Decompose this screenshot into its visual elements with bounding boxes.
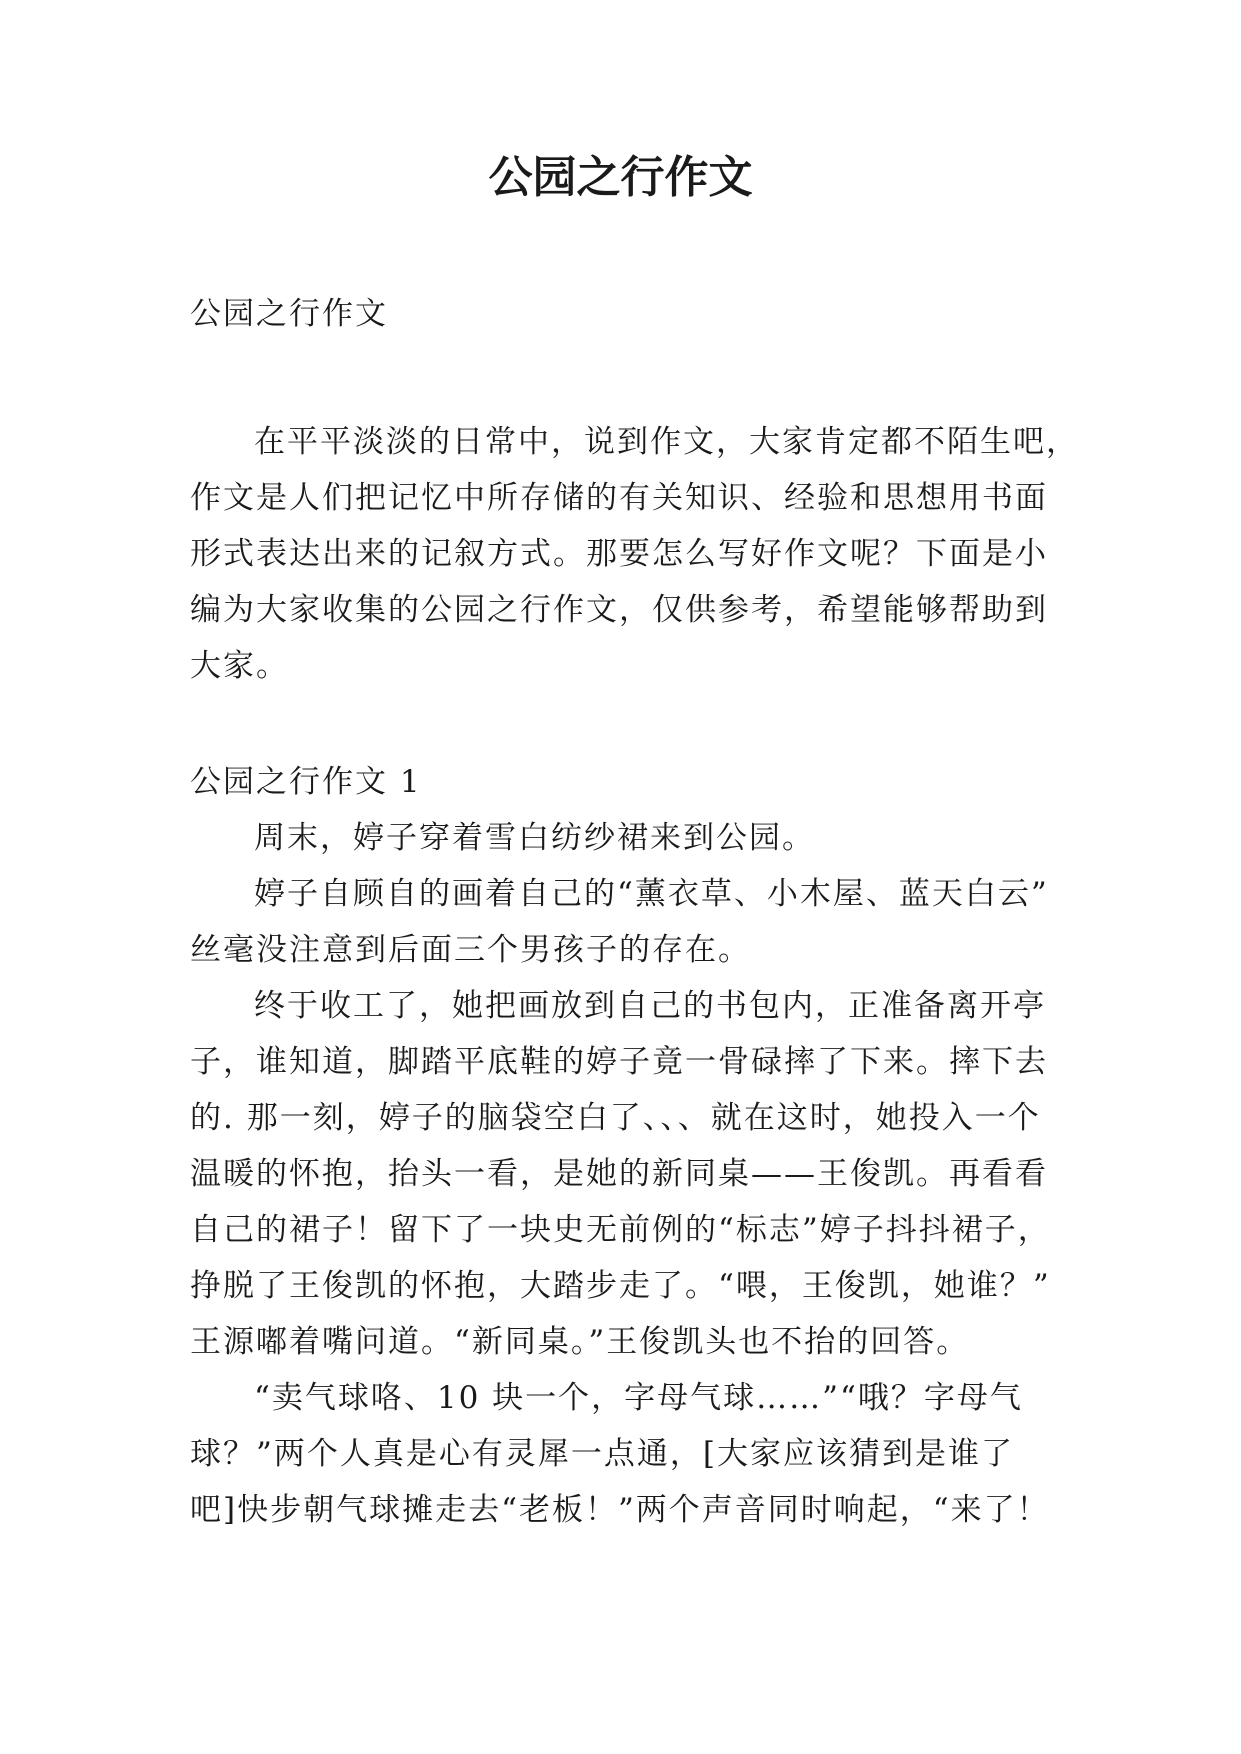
story-line: 自己的裙子！留下了一块史无前例的“标志”婷子抖抖裙子， xyxy=(190,1212,1051,1248)
story-line: 周末，婷子穿着雪白纺纱裙来到公园。 xyxy=(254,820,815,856)
document-subtitle: 公园之行作文 xyxy=(190,296,388,332)
intro-line: 形式表达出来的记叙方式。那要怎么写好作文呢？下面是小 xyxy=(190,536,1048,572)
spacer xyxy=(190,694,1050,754)
intro-paragraph xyxy=(190,414,1079,694)
intro-line: 编为大家收集的公园之行作文，仅供参考，希望能够帮助到 xyxy=(190,592,1048,628)
story-line: 婷子自顾自的画着自己的“薰衣草、小木屋、蓝天白云” xyxy=(254,876,1049,912)
section-heading: 公园之行作文 1 xyxy=(190,764,422,800)
intro-line: 作文是人们把记忆中所存储的有关知识、经验和思想用书面 xyxy=(190,480,1048,516)
story-paragraph-4 xyxy=(190,1370,1050,1538)
story-line: 终于收工了，她把画放到自己的书包内，正准备离开亭 xyxy=(254,988,1046,1024)
story-line: 王源嘟着嘴问道。“新同桌。”王俊凯头也不抬的回答。 xyxy=(190,1324,970,1360)
intro-line: 大家。 xyxy=(190,648,289,684)
spacer xyxy=(190,342,1050,414)
story-line: 吧]快步朝气球摊走去“老板！”两个声音同时响起，“来了！ xyxy=(190,1492,1050,1528)
story-line: 的. 那一刻，婷子的脑袋空白了、、、就在这时，她投入一个 xyxy=(190,1100,1041,1136)
story-paragraph-3 xyxy=(190,978,1050,1370)
story-line: 球？”两个人真是心有灵犀一点通，[大家应该猜到是谁了 xyxy=(190,1436,1014,1472)
document-title: 公园之行作文 xyxy=(488,152,753,203)
story-paragraph-1 xyxy=(190,810,1050,866)
story-line: 子，谁知道，脚踏平底鞋的婷子竟一骨碌摔了下来。摔下去 xyxy=(190,1044,1048,1080)
story-line: 丝毫没注意到后面三个男孩子的存在。 xyxy=(190,932,751,968)
story-paragraph-2 xyxy=(190,866,1050,978)
intro-line: 在平平淡淡的日常中，说到作文，大家肯定都不陌生吧， xyxy=(254,424,1079,460)
story-line: 温暖的怀抱，抬头一看，是她的新同桌——王俊凯。再看看 xyxy=(190,1156,1048,1192)
document-body xyxy=(190,286,1079,1538)
story-line: “卖气球咯、10 块一个，字母气球……”“哦？字母气 xyxy=(254,1380,1023,1416)
story-line: 挣脱了王俊凯的怀抱，大踏步走了。“喂，王俊凯，她谁？” xyxy=(190,1268,1051,1304)
